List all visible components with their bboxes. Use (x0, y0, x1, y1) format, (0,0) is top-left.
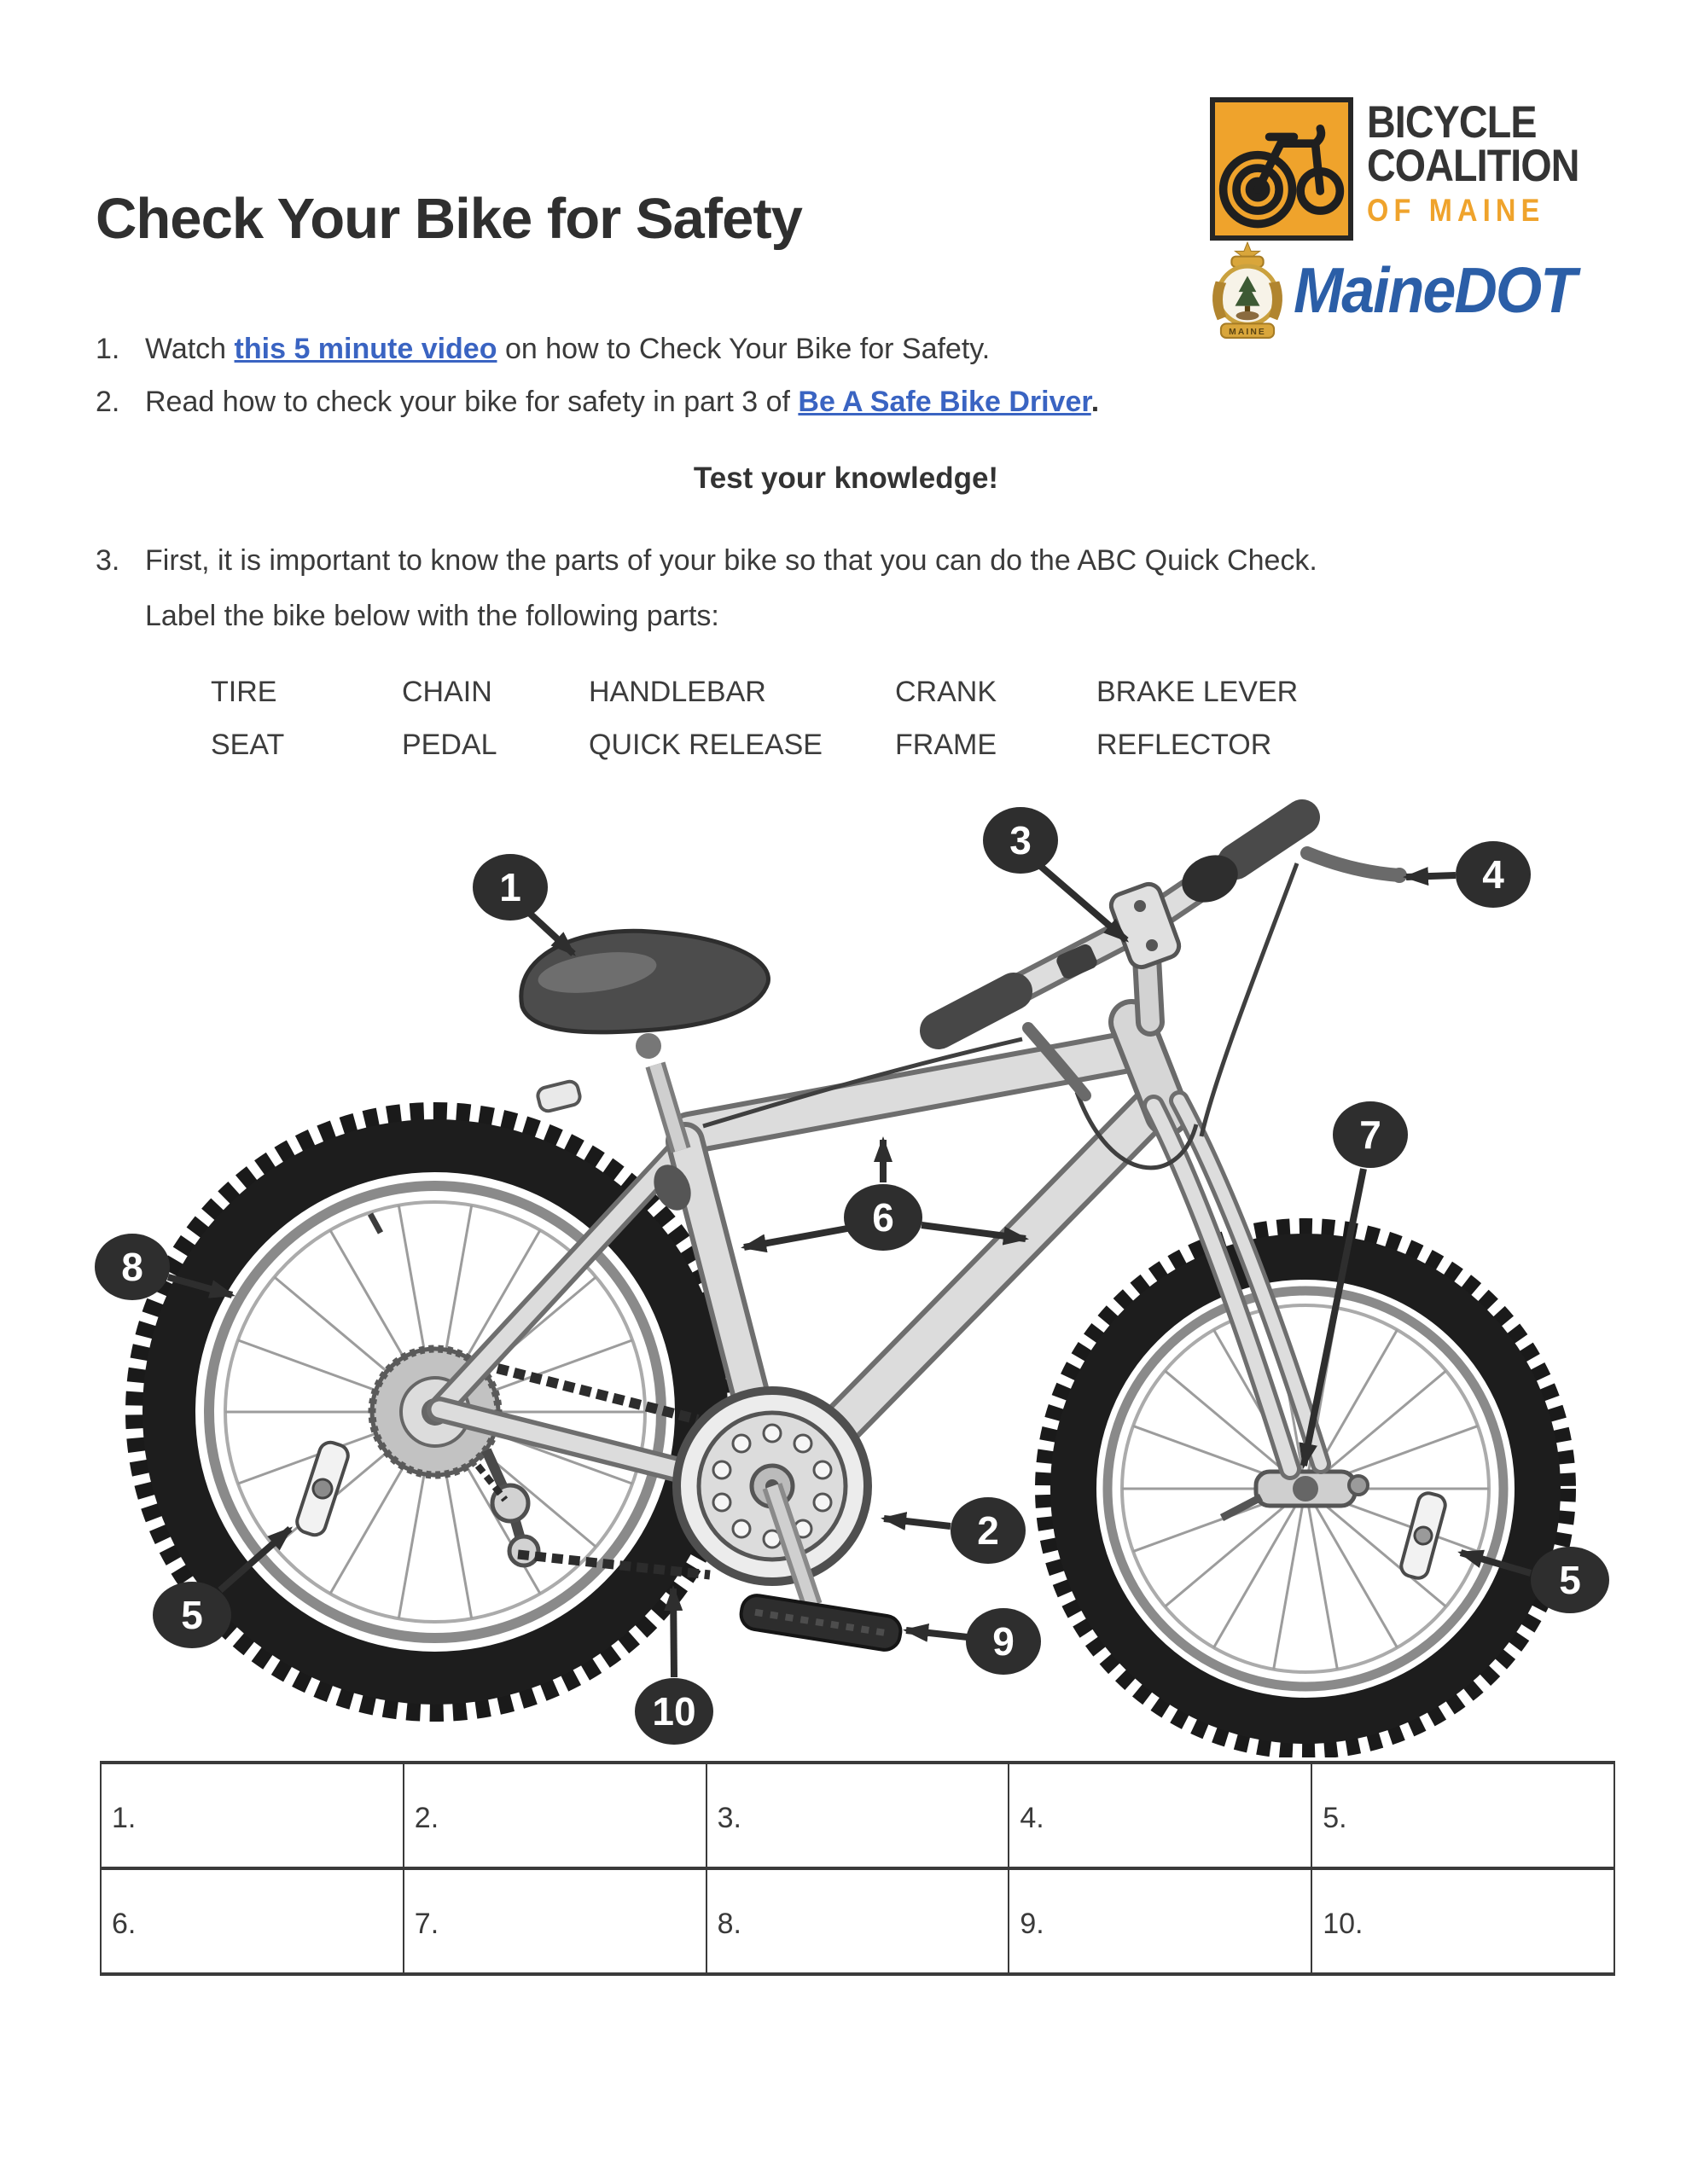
instruction-1-prefix: Watch (145, 333, 235, 365)
instruction-2-prefix: Read how to check your bike for safety in part 3 of (145, 386, 799, 418)
instruction-2-suffix: . (1090, 386, 1100, 418)
svg-text:8: 8 (121, 1245, 143, 1289)
seal-banner-text: MAINE (1229, 327, 1266, 337)
svg-text:6: 6 (872, 1195, 894, 1240)
svg-text:1: 1 (499, 865, 521, 909)
left-grip (939, 991, 1014, 1031)
right-grip (1236, 817, 1302, 862)
word-bank-seat: SEAT (211, 729, 285, 761)
instruction-text (145, 333, 990, 366)
svg-text:7: 7 (1359, 1112, 1381, 1157)
answer-cell-4[interactable]: 4. (1009, 1763, 1311, 1868)
quiz-heading: Test your knowledge! (693, 462, 999, 495)
logo-word-of-maine: OF MAINE (1367, 193, 1545, 228)
bicycle-coalition-logo (1210, 97, 1608, 241)
brake-lever-right (1307, 853, 1399, 875)
answer-row-1 (101, 1763, 1614, 1868)
logo-word-coalition: COALITION (1367, 141, 1579, 191)
answer-row-2 (101, 1868, 1614, 1974)
answer-cell-8[interactable]: 8. (706, 1868, 1009, 1974)
answer-cell-7[interactable]: 7. (404, 1868, 706, 1974)
rear-derailleur (486, 1450, 538, 1565)
question-3-line-2: Label the bike below with the following parts: (145, 600, 719, 632)
bike-diagram (0, 768, 1692, 1757)
bicycle-logo-icon (1210, 97, 1353, 241)
answer-cell-3[interactable]: 3. (706, 1763, 1009, 1868)
valve-stem (370, 1214, 381, 1233)
instruction-item-1 (96, 333, 1589, 366)
instruction-item-2 (96, 386, 1589, 419)
answer-cell-1[interactable]: 1. (101, 1763, 404, 1868)
svg-text:5: 5 (1559, 1558, 1581, 1602)
word-bank-brake-lever: BRAKE LEVER (1096, 676, 1299, 708)
callout-pedal (906, 1608, 1041, 1675)
bicycle-coalition-wordmark (1367, 97, 1608, 229)
svg-text:3: 3 (1009, 818, 1032, 863)
svg-text:4: 4 (1482, 852, 1504, 897)
list-number: 2. (96, 386, 120, 418)
crank-assembly (677, 1391, 903, 1652)
word-bank-quick-release: QUICK RELEASE (589, 729, 823, 761)
front-reflector (1399, 1491, 1448, 1581)
answer-table (100, 1761, 1615, 1976)
word-bank-handlebar: HANDLEBAR (589, 676, 766, 708)
link-be-a-safe-bike-driver[interactable]: Be A Safe Bike Driver (798, 386, 1091, 418)
callout-frame (744, 1140, 1026, 1251)
bicycle-icon (1215, 102, 1348, 235)
word-bank-chain: CHAIN (402, 676, 492, 708)
question-3-line-1: First, it is important to know the parts of your bike so that you can do the ABC Quick Check. (145, 544, 1317, 577)
seat-clamp (636, 1033, 661, 1059)
maine-state-seal-icon (1206, 241, 1288, 340)
link-this-5-minute-video[interactable]: this 5 minute video (234, 333, 497, 365)
svg-text:10: 10 (652, 1689, 696, 1734)
word-bank-frame: FRAME (895, 729, 997, 761)
question-3 (96, 544, 1317, 633)
instruction-text (145, 386, 1099, 419)
callout-handlebar (983, 807, 1126, 940)
top-tube (689, 1049, 1142, 1133)
mainedot-wordmark: MaineDOT (1294, 254, 1576, 326)
seatpost-reflector (536, 1080, 581, 1113)
logo-word-bicycle: BICYCLE (1367, 97, 1537, 148)
front-wheel (1045, 1228, 1566, 1749)
word-bank-pedal: PEDAL (402, 729, 497, 761)
svg-text:5: 5 (181, 1593, 203, 1637)
list-number: 3. (96, 544, 120, 577)
word-bank-reflector: REFLECTOR (1096, 729, 1272, 761)
answer-cell-5[interactable]: 5. (1311, 1763, 1614, 1868)
answer-cell-6[interactable]: 6. (101, 1868, 404, 1974)
instruction-1-suffix: on how to Check Your Bike for Safety. (497, 333, 991, 365)
answer-cell-2[interactable]: 2. (404, 1763, 706, 1868)
callout-brake-lever (1406, 841, 1531, 908)
answer-cell-10[interactable]: 10. (1311, 1868, 1614, 1974)
answer-cell-9[interactable]: 9. (1009, 1868, 1311, 1974)
page-title: Check Your Bike for Safety (96, 187, 802, 251)
word-bank-tire: TIRE (211, 676, 277, 708)
mainedot-logo (1206, 241, 1596, 340)
svg-text:2: 2 (977, 1508, 999, 1553)
callout-crank (884, 1497, 1026, 1564)
svg-text:9: 9 (992, 1619, 1015, 1664)
list-number: 1. (96, 333, 120, 365)
callout-seat (473, 854, 573, 954)
word-bank-crank: CRANK (895, 676, 997, 708)
